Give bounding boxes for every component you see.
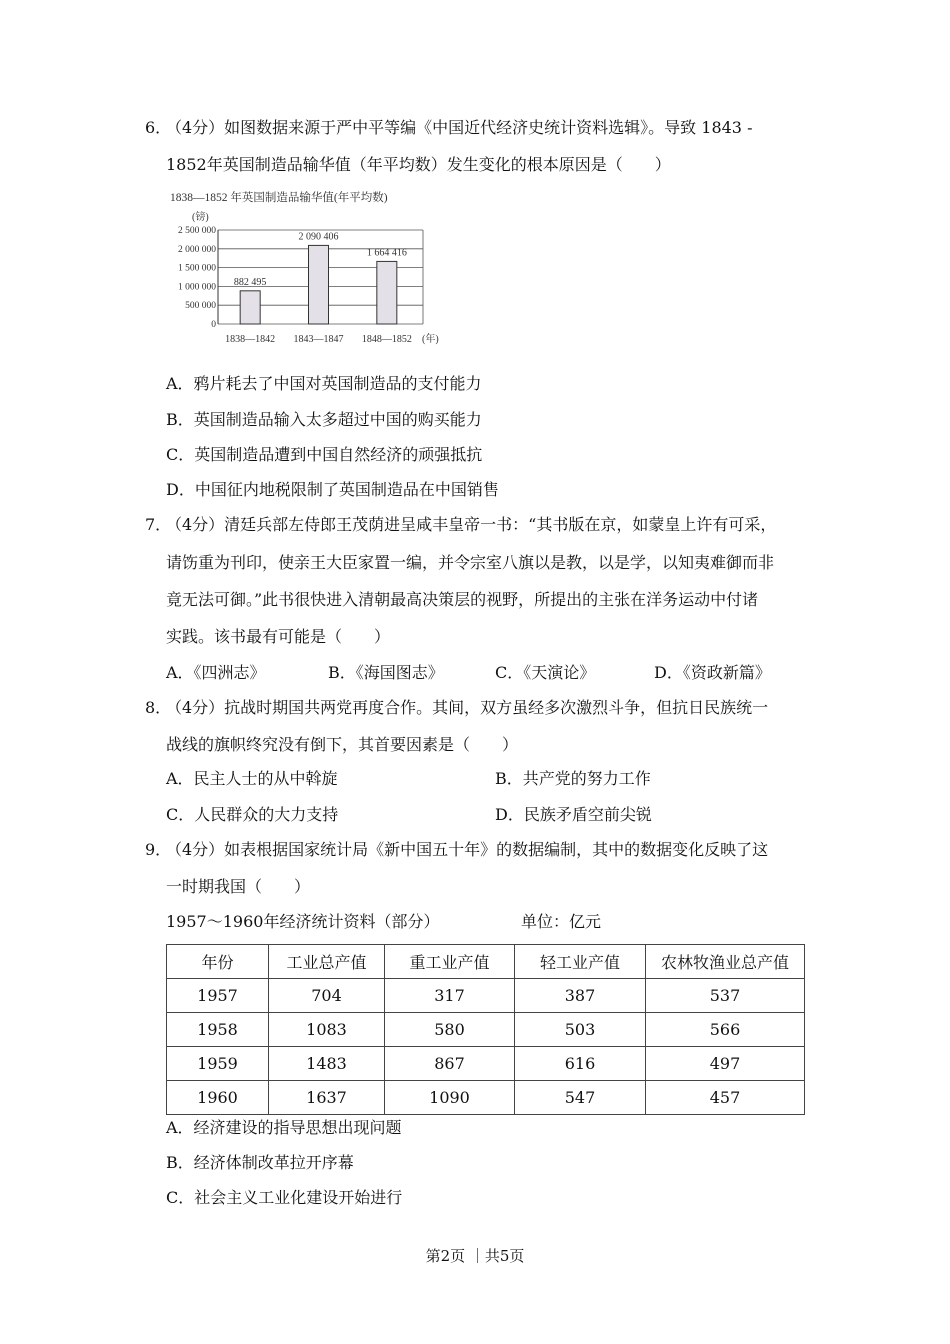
question-text: （4分）抗战时期国共两党再度合作。其间，双方虽经多次激烈斗争，但抗日民族统一 [166, 698, 769, 717]
table-header-row [167, 945, 805, 979]
option-b: B．《海国图志》 [328, 663, 444, 682]
page-footer: 第2页 ｜共5页 [425, 1247, 525, 1265]
table-cell: 387 [515, 979, 646, 1013]
y-tick-label: 500 000 [185, 301, 216, 312]
y-tick-label: 1 000 000 [178, 282, 216, 293]
table-cell: 580 [385, 1013, 515, 1047]
option-a: A．鸦片耗去了中国对英国制造品的支付能力 [166, 374, 482, 393]
table-cell: 867 [385, 1047, 515, 1081]
question-number: 9． [145, 840, 172, 859]
table-cell: 1960 [167, 1081, 269, 1115]
table-cell: 1958 [167, 1013, 269, 1047]
table-header: 轻工业产值 [515, 945, 646, 979]
y-tick-label: 2 000 000 [178, 244, 216, 255]
table-cell: 537 [646, 979, 805, 1013]
table-cell: 497 [646, 1047, 805, 1081]
data-label: 2 090 406 [298, 231, 339, 243]
data-label: 882 495 [233, 276, 267, 288]
y-tick-label: 0 [211, 320, 216, 330]
table-cell: 704 [269, 979, 385, 1013]
question-text: 实践。该书最有可能是（ ） [166, 627, 391, 646]
table-row [167, 1081, 805, 1115]
question-text: 战线的旗帜终究没有倒下，其首要因素是（ ） [166, 735, 519, 754]
option-a: A．《四洲志》 [166, 663, 266, 682]
table-row [167, 1013, 805, 1047]
table-header: 年份 [167, 945, 269, 979]
table-unit: 单位：亿元 [521, 912, 602, 931]
x-tick-label: 1838—1842 [225, 334, 276, 345]
table-row [167, 1047, 805, 1081]
question-text: （4分）如图数据来源于严中平等编《中国近代经济史统计资料选辑》。导致 1843 - [166, 118, 753, 137]
question-text: （4分）如表根据国家统计局《新中国五十年》的数据编制，其中的数据变化反映了这 [166, 840, 769, 859]
table-cell: 616 [515, 1047, 646, 1081]
table-header: 农林牧渔业总产值 [646, 945, 805, 979]
question-number: 8． [145, 698, 172, 717]
question-text: （4分）清廷兵部左侍郎王茂荫进呈咸丰皇帝一书：“其书版在京，如蒙皇上许有可采， [166, 515, 777, 534]
question-number: 6． [145, 118, 172, 137]
y-tick-label: 2 500 000 [178, 226, 216, 236]
table-cell: 547 [515, 1081, 646, 1115]
bar-chart [166, 186, 456, 351]
table-cell: 1957 [167, 979, 269, 1013]
option-d: D．民族矛盾空前尖锐 [495, 805, 652, 824]
table-cell: 1083 [269, 1013, 385, 1047]
bar [309, 245, 329, 324]
bar [240, 291, 260, 324]
x-tick-label: 1843—1847 [293, 334, 344, 345]
option-b: B．共产党的努力工作 [495, 769, 651, 788]
table-row [167, 979, 805, 1013]
option-b: B．英国制造品输入太多超过中国的购买能力 [166, 410, 482, 429]
question-number: 7． [145, 515, 172, 534]
table-cell: 503 [515, 1013, 646, 1047]
option-d: D．《资政新篇》 [654, 663, 771, 682]
question-text: 竟无法可御。”此书很快进入清朝最高决策层的视野，所提出的主张在洋务运动中付诸 [166, 590, 759, 609]
table-cell: 457 [646, 1081, 805, 1115]
table-cell: 566 [646, 1013, 805, 1047]
statistics-table [166, 944, 805, 1115]
option-c: C．人民群众的大力支持 [166, 805, 339, 824]
question-text: 1852年英国制造品输华值（年平均数）发生变化的根本原因是（ ） [166, 155, 671, 174]
table-header: 重工业产值 [385, 945, 515, 979]
table-cell: 1090 [385, 1081, 515, 1115]
chart-title: 1838—1852 年英国制造品输华值(年平均数) [170, 192, 388, 204]
table-cell: 1959 [167, 1047, 269, 1081]
option-d: D．中国征内地税限制了英国制造品在中国销售 [166, 480, 499, 499]
x-axis-label: (年) [422, 334, 439, 345]
table-cell: 1637 [269, 1081, 385, 1115]
x-tick-label: 1848—1852 [361, 334, 412, 345]
question-text: 请饬重为刊印，使亲王大臣家置一编，并令宗室八旗以是教，以是学，以知夷难御而非 [166, 553, 775, 572]
data-label: 1 664 416 [366, 247, 407, 259]
option-a: A．民主人士的从中斡旋 [166, 769, 338, 788]
table-cell: 317 [385, 979, 515, 1013]
table-cell: 1483 [269, 1047, 385, 1081]
bar [377, 261, 397, 324]
question-text: 一时期我国（ ） [166, 877, 311, 896]
table-caption: 1957～1960年经济统计资料（部分） [166, 912, 440, 931]
option-b: B．经济体制改革拉开序幕 [166, 1153, 354, 1172]
option-c: C．《天演论》 [495, 663, 596, 682]
y-tick-label: 1 500 000 [178, 263, 216, 274]
table-header: 工业总产值 [269, 945, 385, 979]
option-c: C．英国制造品遭到中国自然经济的顽强抵抗 [166, 445, 483, 464]
y-axis-label: (镑) [192, 212, 209, 223]
option-c: C．社会主义工业化建设开始进行 [166, 1188, 403, 1207]
option-a: A．经济建设的指导思想出现问题 [166, 1118, 402, 1137]
